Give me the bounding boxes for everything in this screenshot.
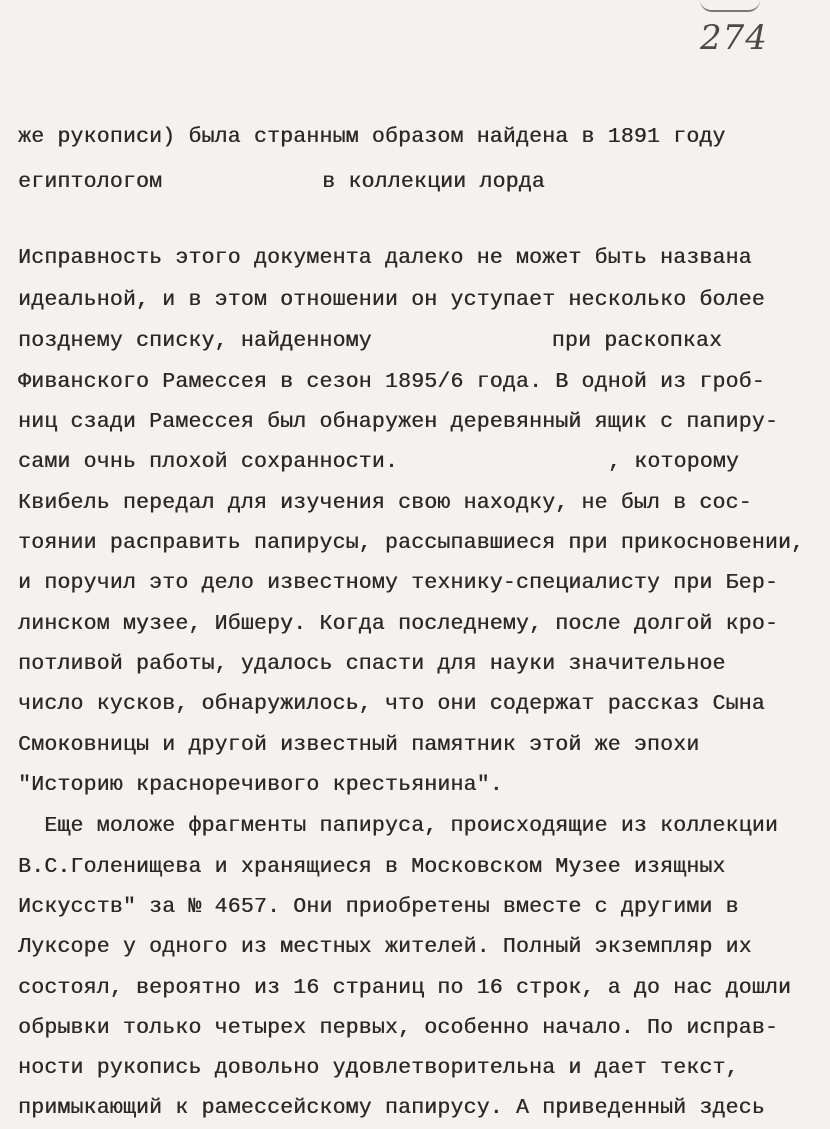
text-segment: в коллекции лорда bbox=[322, 170, 545, 194]
text-segment: позднему списку, найденному bbox=[18, 329, 372, 353]
text-line: обрывки только четырех первых, особенно начало. По исправ- bbox=[18, 1016, 778, 1040]
text-line: линском музее, Ибшеру. Когда последнему, после долгой кро- bbox=[18, 612, 778, 636]
text-line: число кусков, обнаружилось, что они содержат рассказ Сына bbox=[18, 692, 765, 716]
text-line: Смоковницы и другой известный памятник этой же эпохи bbox=[18, 733, 700, 757]
text-line: Исправность этого документа далеко не может быть названа bbox=[18, 246, 752, 270]
page-number: 274 bbox=[700, 18, 768, 58]
text-line: Искусств" за № 4657. Они приобретены вместе с другими в bbox=[18, 895, 739, 919]
text-line: Еще моложе фрагменты папируса, происходящие из коллекции bbox=[18, 814, 778, 838]
text-line: же рукописи) была странным образом найдена в 1891 году bbox=[18, 125, 726, 149]
text-line: ности рукопись довольно удовлетворительна и дает текст, bbox=[18, 1056, 739, 1080]
text-line bbox=[18, 452, 739, 474]
text-line: тоянии расправить папирусы, рассыпавшиеся при прикосновении, bbox=[18, 531, 805, 555]
text-line: Луксоре у одного из местных жителей. Полный экземпляр их bbox=[18, 935, 752, 959]
text-line: Фиванского Рамессея в сезон 1895/6 года. В одной из гроб- bbox=[18, 370, 765, 394]
text-line: "Историю красноречивого крестьянина". bbox=[18, 773, 503, 797]
text-segment: сами очнь плохой сохранности. bbox=[18, 450, 398, 474]
top-margin-mark bbox=[700, 0, 760, 12]
text-segment: , которому bbox=[607, 450, 739, 474]
text-segment: египтологом bbox=[18, 170, 163, 194]
text-line: идеальной, и в этом отношении он уступает несколько более bbox=[18, 288, 765, 312]
text-line: примыкающий к рамессейскому папирусу. А приведенный здесь bbox=[18, 1096, 765, 1120]
text-line bbox=[18, 172, 545, 194]
text-line bbox=[18, 331, 722, 353]
text-line: потливой работы, удалось спасти для науки значительное bbox=[18, 652, 726, 676]
text-line: ниц сзади Рамессея был обнаружен деревянный ящик с папиру- bbox=[18, 410, 778, 434]
text-segment: при раскопках bbox=[551, 329, 723, 353]
text-line: Квибель передал для изучения свою находку, не был в сос- bbox=[18, 491, 752, 515]
text-line: состоял, вероятно из 16 страниц по 16 строк, а до нас дошли bbox=[18, 976, 792, 1000]
text-line: В.С.Голенищева и хранящиеся в Московском Музее изящных bbox=[18, 855, 726, 879]
text-line: и поручил это дело известному технику-специалисту при Бер- bbox=[18, 571, 778, 595]
